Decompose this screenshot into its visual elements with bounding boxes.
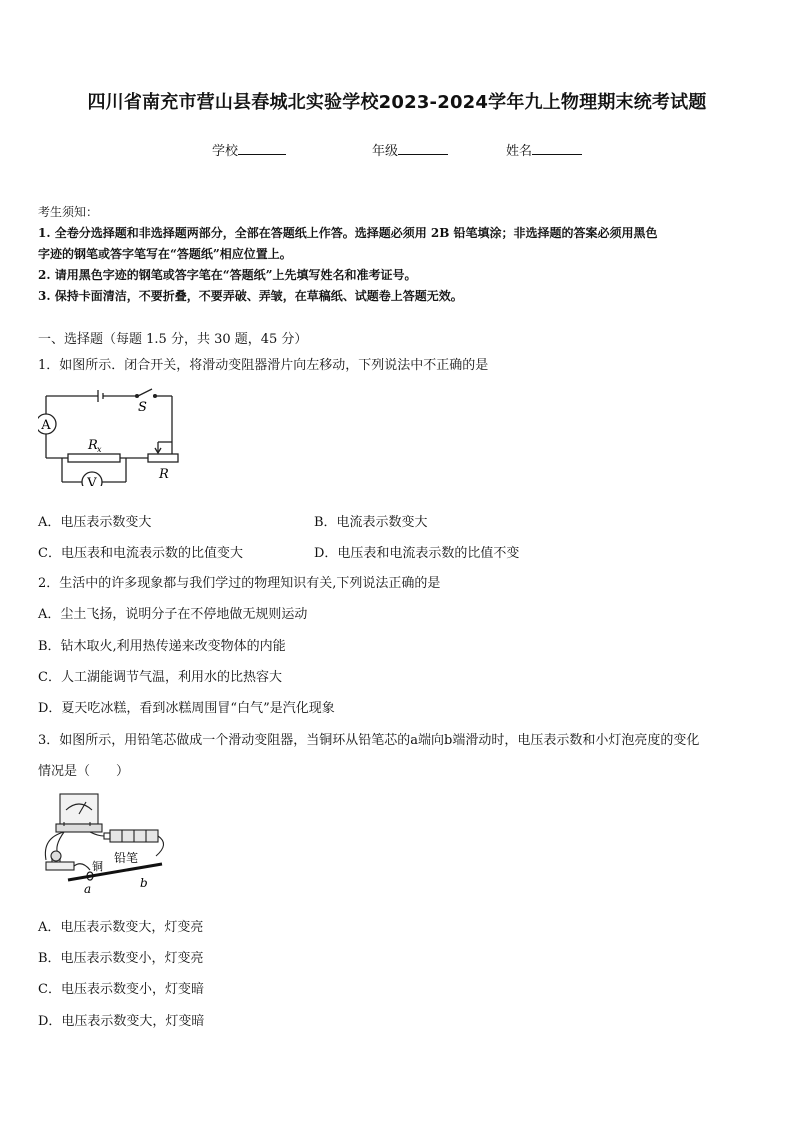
ammeter-label: A [41, 418, 51, 433]
question-2-option-b[interactable]: B．钻木取火,利用热传递来改变物体的内能 [38, 639, 286, 654]
question-3-stem-line2: 情况是（ ） [38, 764, 130, 779]
voltmeter-label: V [87, 476, 97, 486]
question-1-option-a[interactable]: A．电压表示数变大 [38, 515, 152, 530]
question-1-stem: 1．如图所示．闭合开关，将滑动变阻器滑片向左移动，下列说法中不正确的是 [38, 358, 489, 373]
section-heading: 一、选择题（每题 1.5 分，共 30 题，45 分） [38, 332, 308, 347]
question-1-circuit-diagram [38, 382, 188, 486]
question-2-option-a[interactable]: A．尘土飞扬，说明分子在不停地做无规则运动 [38, 607, 308, 622]
name-blank [532, 142, 582, 155]
copper-ring-label: 铜 [92, 860, 103, 873]
question-1-option-c[interactable]: C．电压表和电流表示数的比值变大 [38, 546, 243, 561]
grade-label: 年级 [372, 144, 399, 159]
question-3-option-b[interactable]: B．电压表示数变小，灯变亮 [38, 951, 204, 966]
notice-heading: 考生须知： [38, 205, 99, 219]
notice-item: 3. 保持卡面清洁，不要折叠，不要弄破、弄皱，在草稿纸、试题卷上答题无效。 [38, 289, 463, 303]
name-field [506, 140, 582, 159]
question-3-apparatus-diagram [38, 790, 170, 896]
question-2-option-c[interactable]: C．人工湖能调节气温，利用水的比热容大 [38, 670, 282, 685]
question-3-option-c[interactable]: C．电压表示数变小，灯变暗 [38, 982, 204, 997]
school-field [212, 140, 286, 159]
question-2-option-d[interactable]: D．夏天吃冰糕，看到冰糕周围冒“白气”是汽化现象 [38, 701, 335, 716]
notice-item: 2. 请用黑色字迹的钢笔或答字笔在“答题纸”上先填写姓名和准考证号。 [38, 268, 417, 282]
switch-label: S [138, 400, 147, 415]
question-3-option-d[interactable]: D．电压表示数变大，灯变暗 [38, 1014, 205, 1029]
question-1-option-b[interactable]: B．电流表示数变大 [314, 515, 428, 530]
notice-item: 1. 全卷分选择题和非选择题两部分，全部在答题纸上作答。选择题必须用 2B 铅笔填涂；非选择题的答案必须用黑色 [38, 226, 658, 240]
end-b-label: b [140, 876, 148, 890]
resistor-label: R [88, 438, 98, 453]
pencil-label: 铅笔 [114, 851, 139, 865]
rheostat-label: R [159, 467, 169, 482]
page-title: 四川省南充市营山县春城北实验学校2023-2024学年九上物理期末统考试题 [87, 92, 707, 113]
name-label: 姓名 [506, 144, 533, 159]
school-label: 学校 [212, 144, 239, 159]
resistor-subscript: x [97, 445, 102, 454]
end-a-label: a [84, 882, 92, 896]
notice-item: 字迹的钢笔或答字笔写在“答题纸”相应位置上。 [38, 247, 292, 261]
question-1-option-d[interactable]: D．电压表和电流表示数的比值不变 [314, 546, 520, 561]
school-blank [238, 142, 286, 155]
question-2-stem: 2．生活中的许多现象都与我们学过的物理知识有关,下列说法正确的是 [38, 576, 441, 591]
grade-field [372, 140, 448, 159]
question-3-stem-line1: 3．如图所示，用铅笔芯做成一个滑动变阻器，当铜环从铅笔芯的a端向b端滑动时，电压表示数和小灯泡亮度的变化 [38, 733, 700, 748]
grade-blank [398, 142, 448, 155]
question-3-option-a[interactable]: A．电压表示数变大，灯变亮 [38, 920, 204, 935]
